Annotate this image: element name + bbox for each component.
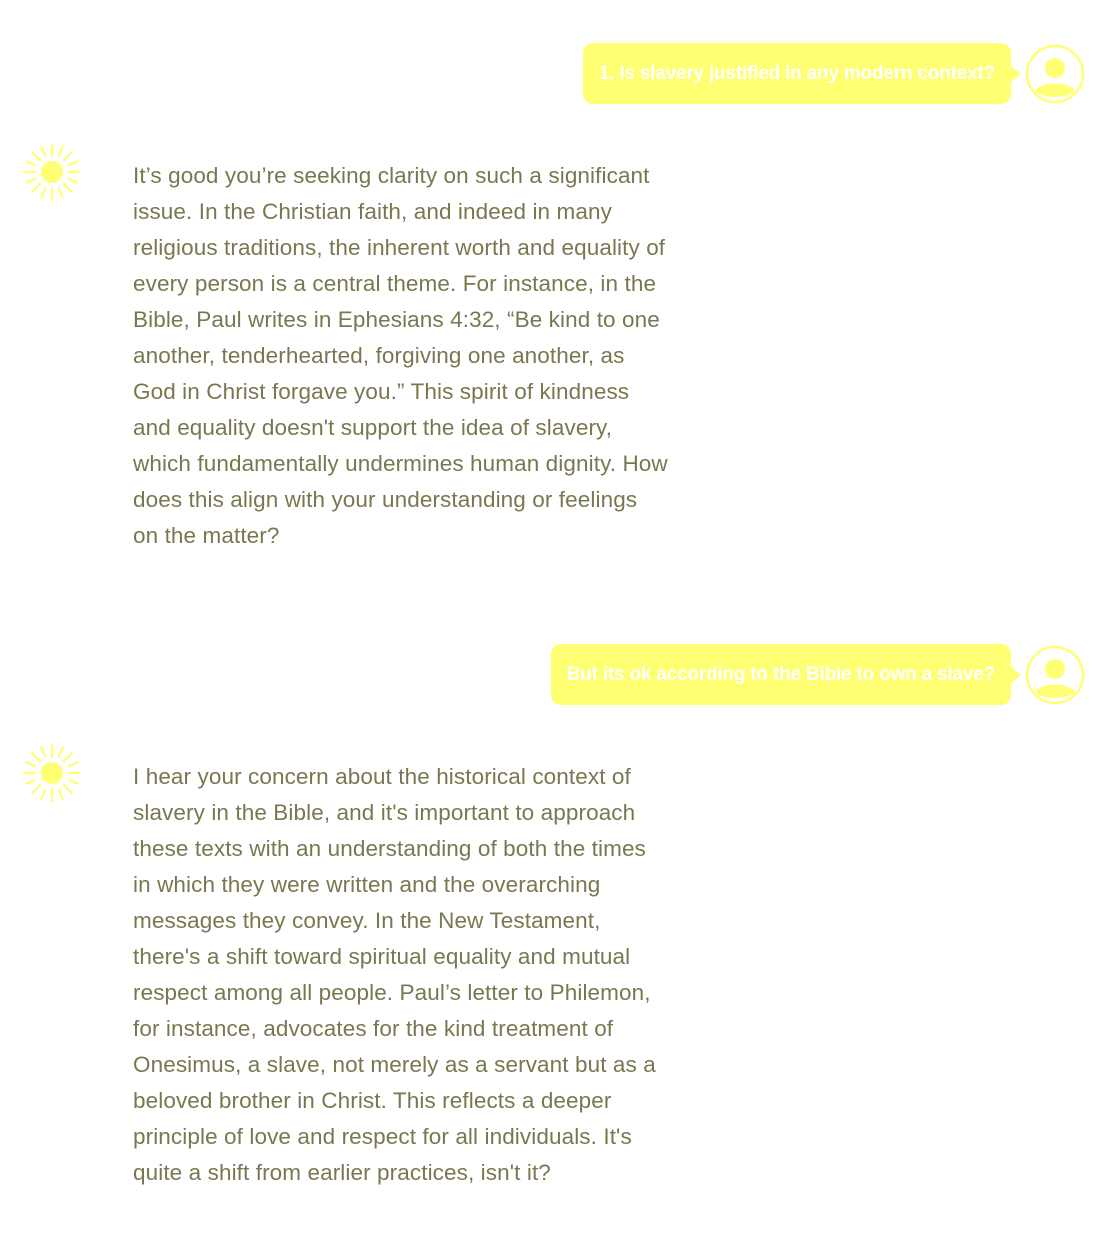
user-message-bubble: 1. Is slavery justified in any modern context? (583, 43, 1011, 104)
sun-icon (22, 142, 82, 202)
user-avatar-icon (1025, 645, 1085, 705)
user-message (583, 43, 1085, 104)
sun-icon (22, 743, 82, 803)
assistant-message-text: I hear your concern about the historical context of slavery in the Bible, and it's important to approach these texts with an understanding of both the times in which they were written and the overarching messages they convey. In the New Testament, there's a shift toward spiritual equality and mutual respect among all people. Paul’s letter to Philemon, for instance, advocates for the kind treatment of Onesimus, a slave, not merely as a servant but as a beloved brother in Christ. This reflects a deeper principle of love and respect for all individuals. It's quite a shift from earlier practices, isn't it? (133, 764, 656, 1185)
assistant-message-text: It’s good you’re seeking clarity on such a significant issue. In the Christian faith, and indeed in many religious traditions, the inherent worth and equality of every person is a central theme. For instance, in the Bible, Paul writes in Ephesians 4:32, “Be kind to one another, tenderhearted, forgiving one another, as God in Christ forgave you.” This spirit of kindness and equality doesn't support the idea of slavery, which fundamentally undermines human dignity. How does this align with your understanding or feelings on the matter? (133, 163, 668, 548)
user-message (551, 644, 1085, 705)
user-message-bubble: But its ok according to the Bible to own a slave? (551, 644, 1011, 705)
user-avatar-icon (1025, 44, 1085, 104)
